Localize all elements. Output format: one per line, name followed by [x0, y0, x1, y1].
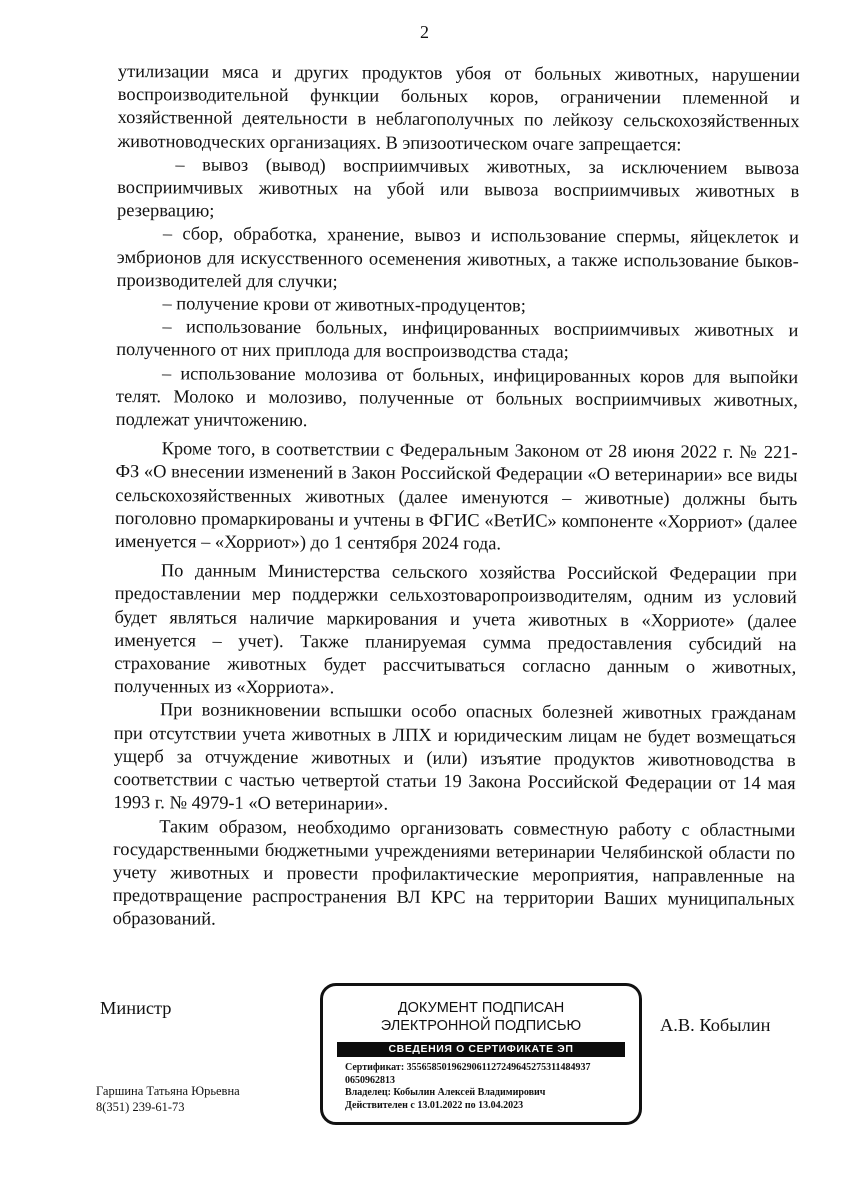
stamp-title [323, 999, 639, 1035]
stamp-title-line1: ДОКУМЕНТ ПОДПИСАН [397, 1000, 565, 1016]
paragraph-ban-removal: – вывоз (вывод) восприимчивых животных, за исключением вывоза восприимчивых животных на убой или вывоза восприимчивых животных в резервацию; [117, 154, 800, 221]
letter-body [113, 60, 800, 935]
executor-contact [96, 1083, 240, 1115]
stamp-title-line2: ЭЛЕКТРОННОЙ ПОДПИСЬЮ [380, 1018, 582, 1034]
signer-name: А.В. Кобылин [660, 1015, 771, 1035]
executor-name: Гаршина Татьяна Юрьевна [96, 1084, 240, 1098]
paragraph-damage-compensation: При возникновении вспышки особо опасных болезней животных гражданам при отсутствии учета животных в ЛПХ и юридическим лицам не будет возмещаться ущерб за отчуждение животных и (или) изъятие продуктов животноводства в соответствии с частью четвертой статьи 19 Закона Российской Федерации от 14 мая 1993 г. № 4979-1 «О ветеринарии». [113, 699, 797, 814]
paragraph-ban-blood: – получение крови от животных-продуцентов; [162, 293, 526, 316]
stamp-validity: Действителен с 13.01.2022 по 13.04.2023 [345, 1099, 524, 1111]
paragraph-federal-law: Кроме того, в соответствии с Федеральным Законом от 28 июня 2022 г. № 221-ФЗ «О внесении изменений в Закон Российской Федерации «О ветеринарии» все виды сельскохозяйственных животных (далее именуются – животные) должны быть поголовно промаркированы и учтены в ФГИС «ВетИС» компоненте «Хорриот» (далее именуется – «Хорриот») до 1 сентября 2024 года. [115, 438, 798, 554]
executor-phone: 8(351) 239-61-73 [96, 1100, 185, 1114]
stamp-owner: Владелец: Кобылин Алексей Владимирович [345, 1087, 546, 1098]
electronic-signature-stamp [320, 983, 642, 1125]
paragraph-ministry-data: По данным Министерства сельского хозяйства Российской Федерации при предоставлении мер поддержки сельхозтоваропроизводителям, одним из условий будет являться наличие маркирования и учета животных в «Хорриоте» (далее именуется – учет). Также планируемая сумма предоставления субсидий на страхование животных будет рассчитываться согласно данным о животных, полученных из «Хорриота». [114, 560, 797, 698]
paragraph-conclusion: Таким образом, необходимо организовать совместную работу с областными государственными бюджетными учреждениями ветеринарии Челябинской области по учету животных и провести профилактические мероприятия, направленные на предотвращение распространения ВЛ КРС на территории Ваших муниципальных образований. [112, 815, 796, 929]
paragraph-ban-colostrum: – использование молозива от больных, инфицированных коров для выпойки телят. Молоко и молозиво, полученные от больных восприимчивых животных, подлежат уничтожению. [115, 362, 799, 431]
paragraph-ban-sick-animals: – использование больных, инфицированных восприимчивых животных и полученного от них приплода для воспроизводства стада; [116, 316, 799, 363]
page-number: 2 [420, 22, 429, 42]
paragraph-intro: утилизации мяса и других продуктов убоя от больных животных, нарушении воспроизводительной функции больных коров, ограничении племенной и хозяйственной деятельности в неблагополучных по лейкозу сельскохозяйственных животноводческих организациях. В эпизоотическом очаге запрещается: [117, 60, 800, 155]
paragraph-ban-sperm: – сбор, обработка, хранение, вывоз и использование спермы, яйцеклеток и эмбрионов для искусственного осеменения животных, а также использование быков-производителей для случки; [116, 223, 799, 292]
stamp-details [345, 1062, 629, 1112]
stamp-certificate: Сертификат: 35565850196290611272496452753114849370650962813 [345, 1062, 591, 1086]
signer-position: Министр [100, 998, 172, 1018]
stamp-certificate-bar: СВЕДЕНИЯ О СЕРТИФИКАТЕ ЭП [337, 1042, 625, 1057]
